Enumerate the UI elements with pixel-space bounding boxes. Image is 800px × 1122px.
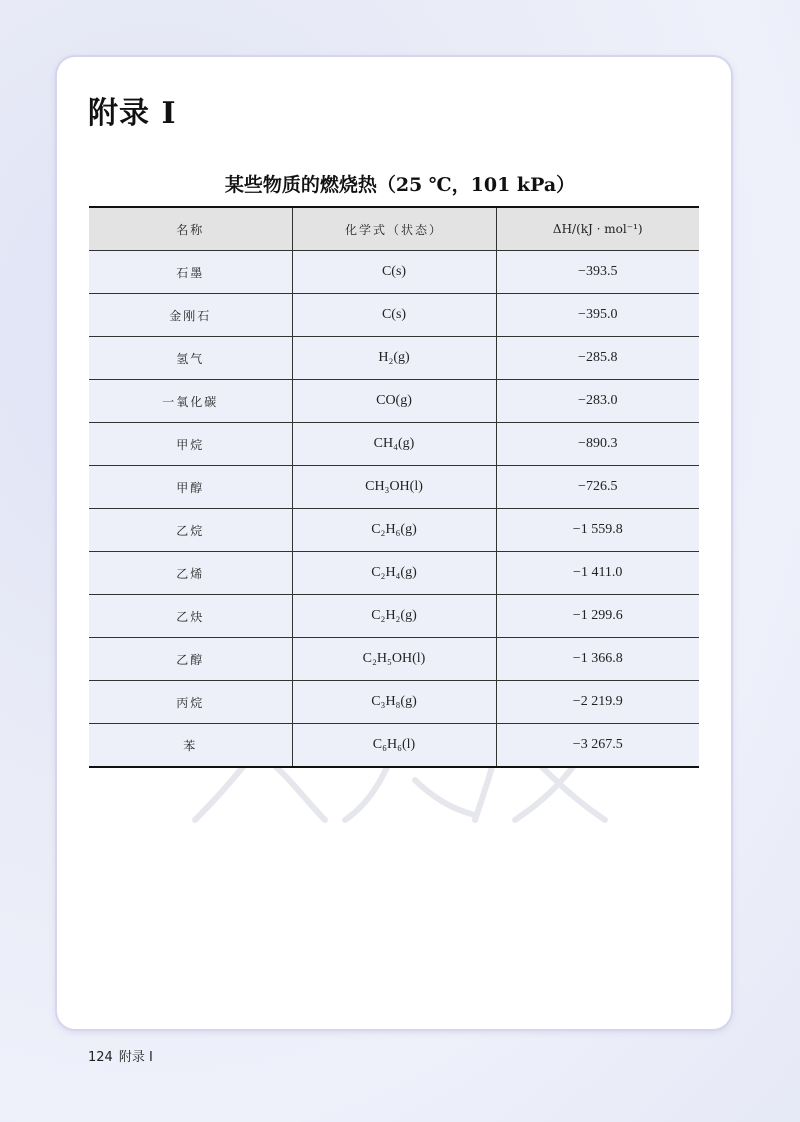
header-enthalpy: ΔH/(kJ · mol⁻¹): [496, 207, 699, 251]
cell-formula: C(s): [292, 251, 496, 294]
table-row: [89, 380, 699, 423]
table-row: [89, 595, 699, 638]
cell-formula: CH₄(g): [292, 423, 496, 466]
cell-formula: H₂(g): [292, 337, 496, 380]
cell-value: −393.5: [496, 251, 699, 294]
cell-name: 乙烯: [89, 552, 292, 595]
table-row: [89, 552, 699, 595]
cell-value: −890.3: [496, 423, 699, 466]
cell-name: 甲烷: [89, 423, 292, 466]
cell-formula: C₂H₆(g): [292, 509, 496, 552]
table-row: [89, 337, 699, 380]
table-row: [89, 466, 699, 509]
header-name: 名称: [89, 207, 292, 251]
cell-name: 苯: [89, 724, 292, 768]
cell-name: 乙炔: [89, 595, 292, 638]
cell-formula: C₂H₅OH(l): [292, 638, 496, 681]
table-row: [89, 681, 699, 724]
cell-value: −285.8: [496, 337, 699, 380]
cell-formula: CH₃OH(l): [292, 466, 496, 509]
cell-formula: C₃H₈(g): [292, 681, 496, 724]
table-caption: 某些物质的燃烧热（25 ℃，101 kPa）: [224, 174, 576, 196]
cell-name: 乙醇: [89, 638, 292, 681]
cell-name: 氢气: [89, 337, 292, 380]
cell-formula: C₆H₆(l): [292, 724, 496, 768]
cell-formula: C(s): [292, 294, 496, 337]
cell-value: −395.0: [496, 294, 699, 337]
combustion-heat-table: [89, 206, 699, 768]
cell-name: 甲醇: [89, 466, 292, 509]
cell-name: 丙烷: [89, 681, 292, 724]
cell-formula: CO(g): [292, 380, 496, 423]
appendix-title: 附录 I: [88, 96, 177, 131]
table-row: [89, 294, 699, 337]
table-row: [89, 251, 699, 294]
page-number: 124: [88, 1050, 113, 1065]
table-row: [89, 509, 699, 552]
cell-formula: C₂H₄(g): [292, 552, 496, 595]
cell-value: −3 267.5: [496, 724, 699, 768]
table-row: [89, 638, 699, 681]
cell-name: 金刚石: [89, 294, 292, 337]
cell-value: −1 411.0: [496, 552, 699, 595]
cell-value: −1 366.8: [496, 638, 699, 681]
cell-value: −1 299.6: [496, 595, 699, 638]
footer-section: 附录 I: [118, 1050, 153, 1065]
header-formula: 化学式（状态）: [292, 207, 496, 251]
table-row: [89, 423, 699, 466]
cell-value: −726.5: [496, 466, 699, 509]
cell-formula: C₂H₂(g): [292, 595, 496, 638]
page-footer: [88, 1046, 159, 1065]
cell-name: 一氧化碳: [89, 380, 292, 423]
cell-name: 乙烷: [89, 509, 292, 552]
cell-value: −1 559.8: [496, 509, 699, 552]
cell-value: −283.0: [496, 380, 699, 423]
table-row: [89, 724, 699, 768]
cell-name: 石墨: [89, 251, 292, 294]
cell-value: −2 219.9: [496, 681, 699, 724]
table-header-row: [89, 207, 699, 251]
